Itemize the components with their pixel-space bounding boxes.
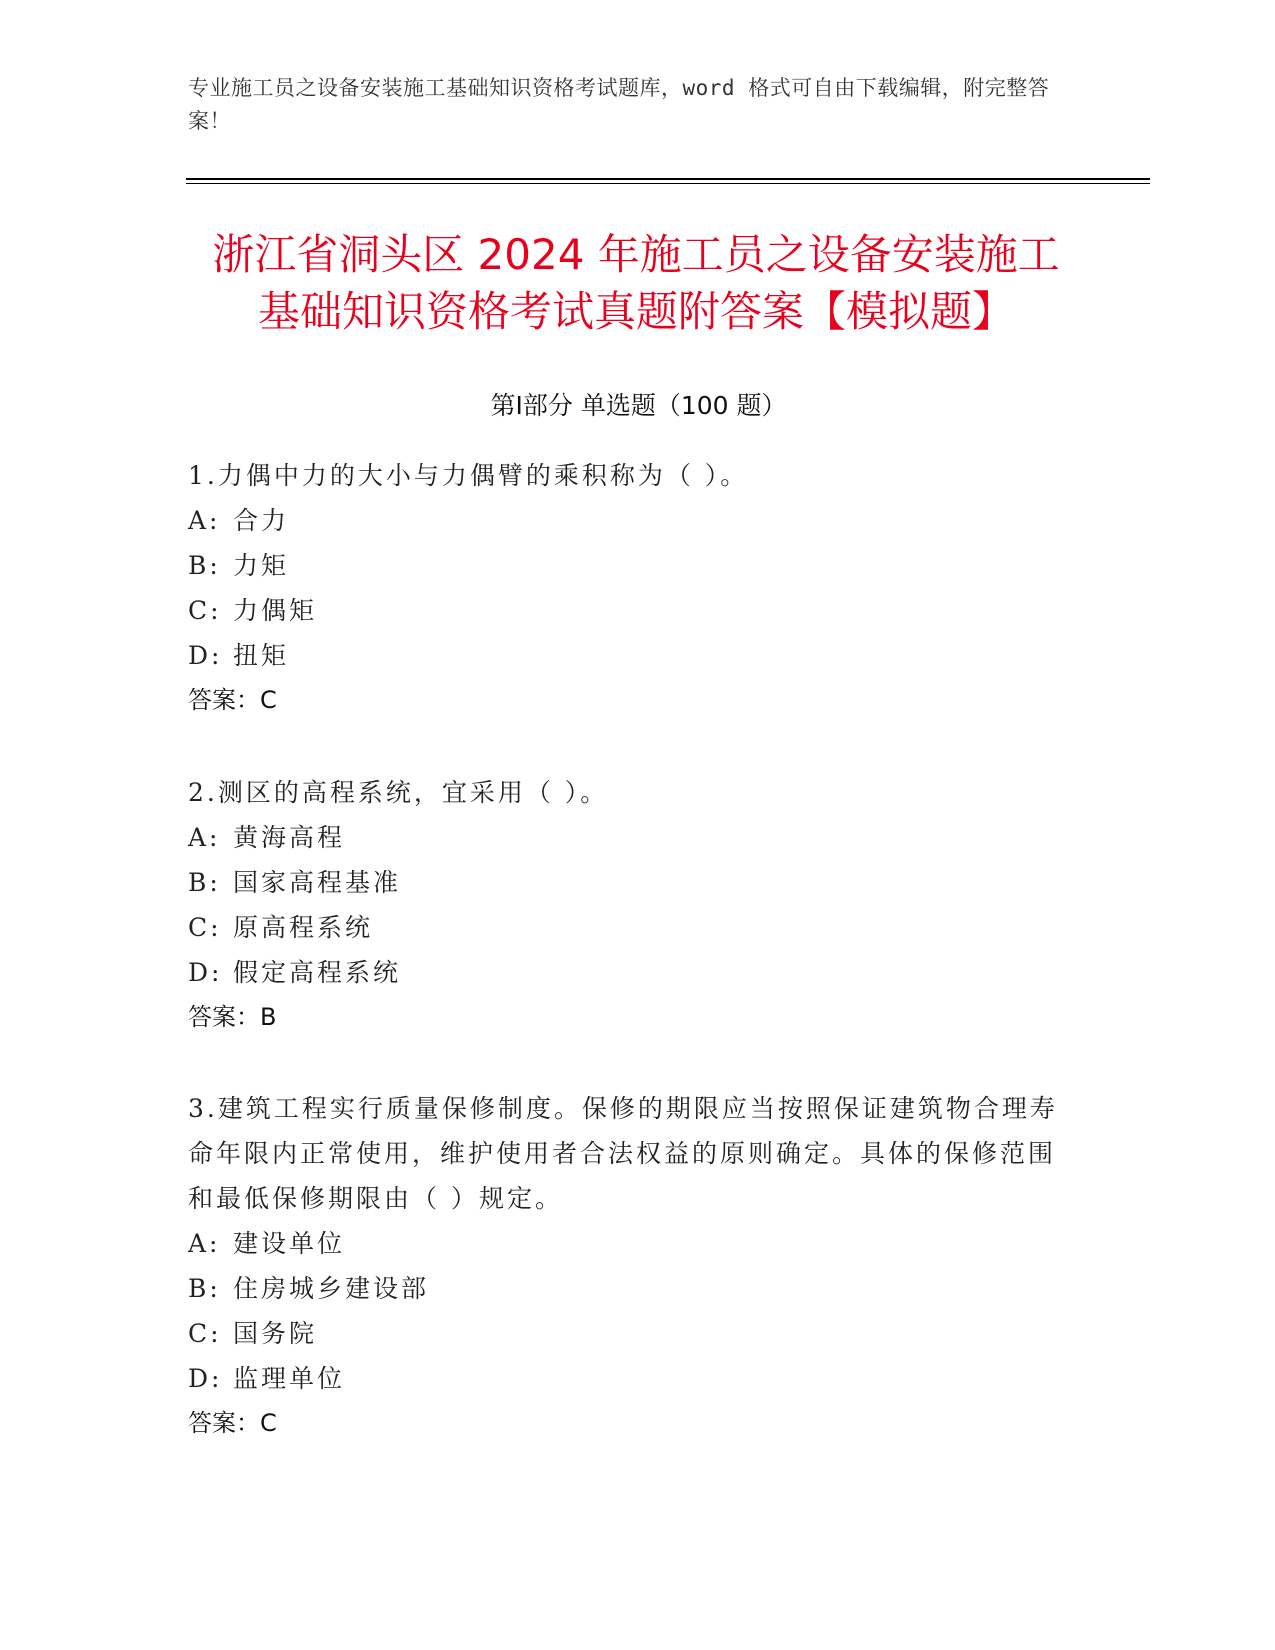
- option-key: D:: [188, 641, 223, 670]
- document-title-line-2: 基础知识资格考试真题附答案【模拟题】: [257, 287, 1014, 336]
- question-2: [188, 770, 1068, 1040]
- option-b: [188, 860, 1068, 905]
- section-title: 第Ⅰ部分 单选题（100 题）: [490, 391, 787, 420]
- option-key: C:: [188, 913, 222, 942]
- option-text: 扭矩: [233, 641, 290, 670]
- answer: 答案：B: [188, 1003, 277, 1031]
- option-key: D:: [188, 1364, 223, 1393]
- option-key: A:: [188, 823, 221, 852]
- option-text: 原高程系统: [233, 913, 374, 942]
- option-a: [188, 815, 1068, 860]
- option-c: [188, 1311, 1068, 1356]
- document-title-line-1: 浙江省洞头区 2024 年施工员之设备安装施工: [212, 230, 1060, 279]
- option-text: 力矩: [233, 551, 290, 580]
- option-key: A:: [188, 506, 221, 535]
- option-text: 国家高程基准: [233, 868, 402, 897]
- header-divider-thick: [186, 178, 1150, 180]
- header-note: 专业施工员之设备安装施工基础知识资格考试题库，word 格式可自由下载编辑，附完整答案！: [188, 76, 1050, 133]
- option-key: B:: [188, 551, 221, 580]
- question-stem: 1.力偶中力的大小与力偶臂的乘积称为（ ）。: [188, 461, 749, 490]
- option-key: A:: [188, 1229, 221, 1258]
- option-a: [188, 498, 1068, 543]
- option-text: 力偶矩: [233, 596, 318, 625]
- option-text: 监理单位: [233, 1364, 346, 1393]
- document-title: [186, 226, 1086, 340]
- question-stem: 2.测区的高程系统，宜采用（ ）。: [188, 778, 609, 807]
- option-text: 黄海高程: [233, 823, 346, 852]
- option-key: C:: [188, 1319, 222, 1348]
- option-d: [188, 1356, 1068, 1401]
- option-key: C:: [188, 596, 222, 625]
- option-text: 国务院: [233, 1319, 318, 1348]
- option-b: [188, 543, 1068, 588]
- option-text: 假定高程系统: [233, 958, 402, 987]
- question-stem: 3.建筑工程实行质量保修制度。保修的期限应当按照保证建筑物合理寿命年限内正常使用，维护使用者合法权益的原则确定。具体的保修范围和最低保修期限由（ ）规定。: [188, 1094, 1058, 1213]
- answer: 答案：C: [188, 686, 277, 714]
- header-divider-thin: [186, 183, 1150, 184]
- option-key: B:: [188, 1274, 221, 1303]
- option-text: 建设单位: [233, 1229, 346, 1258]
- option-key: D:: [188, 958, 223, 987]
- option-text: 住房城乡建设部: [233, 1274, 430, 1303]
- option-c: [188, 905, 1068, 950]
- option-key: B:: [188, 868, 221, 897]
- question-3: [188, 1086, 1068, 1446]
- option-d: [188, 633, 1068, 678]
- option-d: [188, 950, 1068, 995]
- option-a: [188, 1221, 1068, 1266]
- answer: 答案：C: [188, 1409, 277, 1437]
- option-b: [188, 1266, 1068, 1311]
- option-c: [188, 588, 1068, 633]
- question-1: [188, 453, 1068, 723]
- option-text: 合力: [233, 506, 290, 535]
